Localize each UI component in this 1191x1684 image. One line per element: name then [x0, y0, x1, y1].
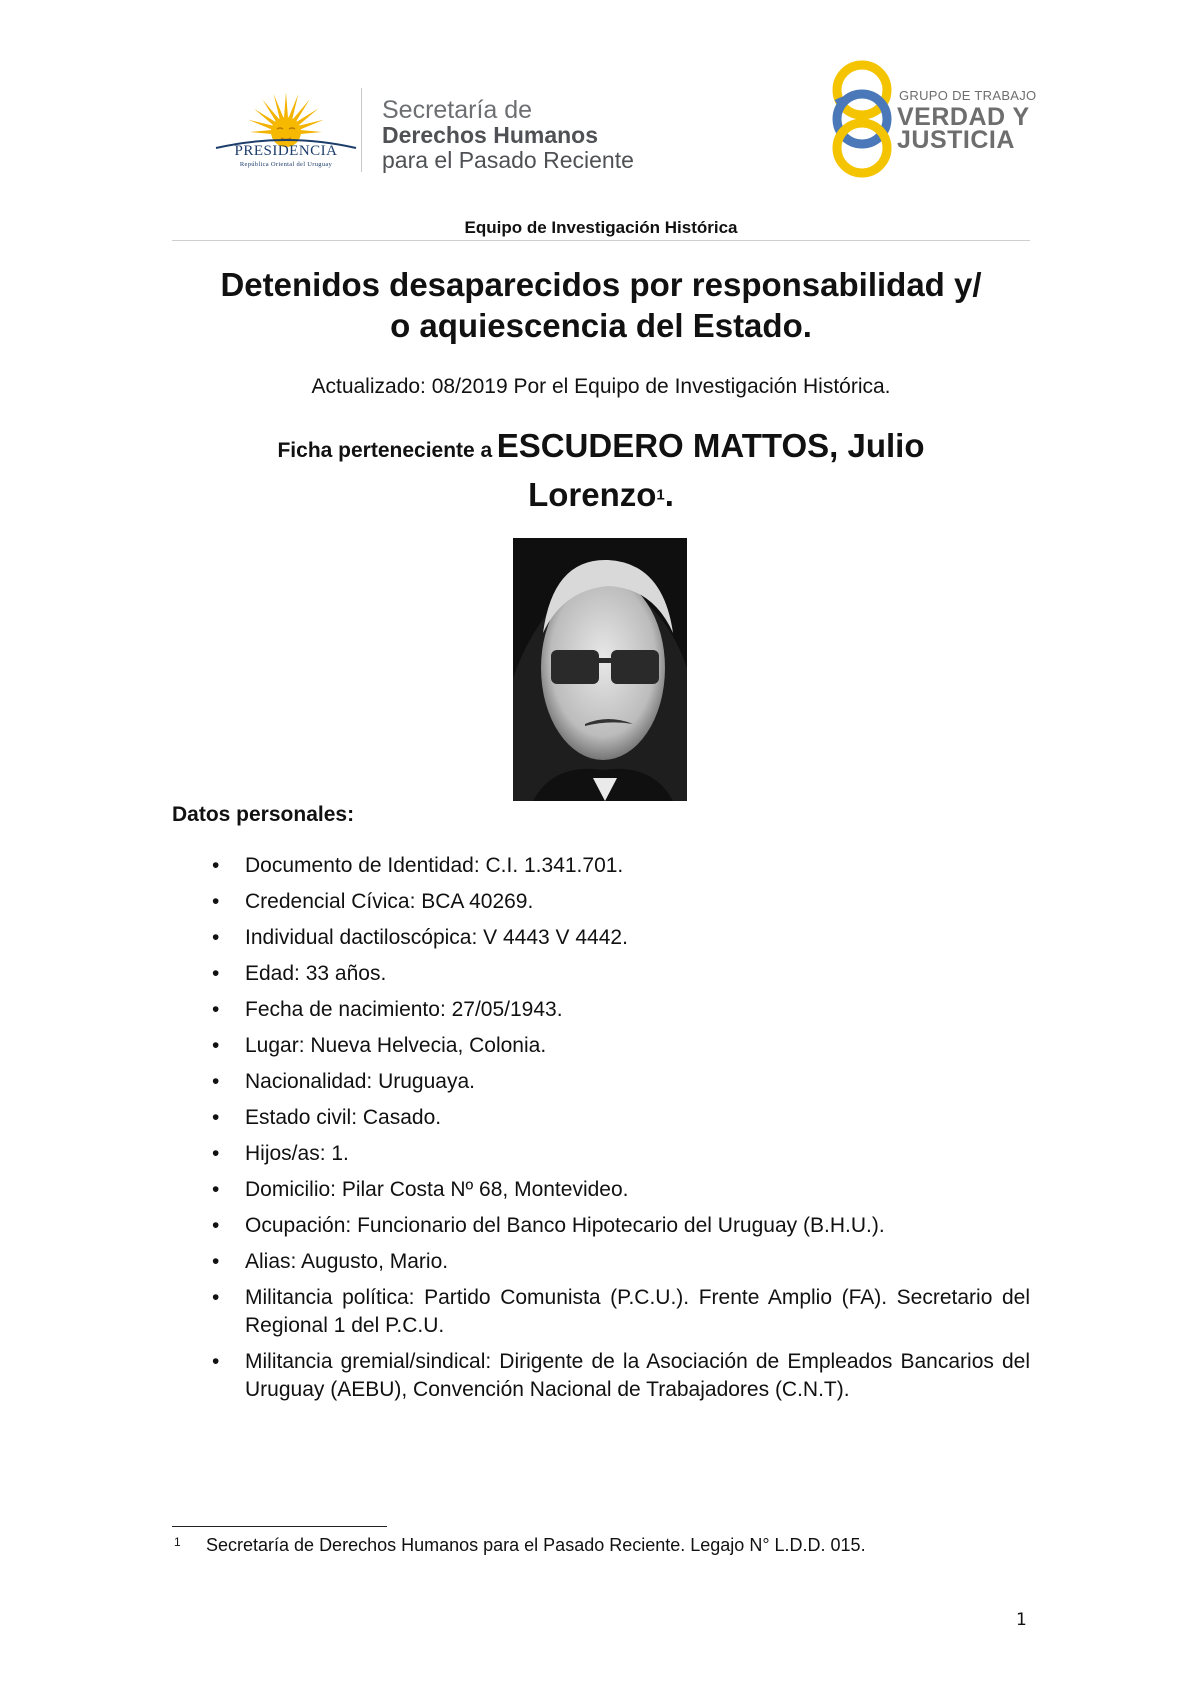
grupo-line-3: JUSTICIA: [897, 126, 1015, 154]
team-name: Equipo de Investigación Histórica: [464, 218, 738, 237]
page-number: 1: [1016, 1610, 1027, 1630]
bullet-icon: •: [212, 1178, 220, 1201]
bullet-icon: •: [212, 1034, 220, 1057]
secretaria-line-3: para el Pasado Reciente: [382, 147, 634, 173]
verdad-justicia-rings-logo: [826, 58, 898, 180]
title-line-1: Detenidos desaparecidos por responsabilidad y/: [220, 266, 982, 303]
ficha-name-line-1: ESCUDERO MATTOS, Julio: [496, 427, 925, 464]
list-item: [172, 1248, 1030, 1276]
grupo-line-2: VERDAD Y: [897, 103, 1030, 131]
bullet-icon: •: [212, 854, 220, 877]
list-item-text: Estado civil: Casado.: [245, 1106, 442, 1129]
list-item-text: Alias: Augusto, Mario.: [245, 1250, 449, 1273]
portrait-photo: [513, 538, 687, 801]
list-item-text: Militancia gremial/sindical: Dirigente de la Asociación de Empleados Bancarios del Uruguay (AEBU), Convención Nacional de Trabajadores (C.N.T).: [245, 1350, 1030, 1401]
datos-heading: Datos personales:: [172, 803, 355, 826]
footnote-text: Secretaría de Derechos Humanos para el Pasado Reciente. Legajo N° L.D.D. 015.: [206, 1535, 866, 1555]
ficha-heading: [172, 425, 1030, 523]
secretaria-line-1: Secretaría de: [382, 96, 533, 124]
list-item-text: Edad: 33 años.: [245, 962, 387, 985]
list-item: [172, 996, 1030, 1024]
datos-list: [172, 852, 1030, 1412]
bullet-icon: •: [212, 962, 220, 985]
bullet-icon: •: [212, 998, 220, 1021]
team-underline: [172, 240, 1030, 241]
presidencia-name: PRESIDENCIA: [234, 143, 338, 159]
list-item: [172, 1212, 1030, 1240]
list-item-text: Nacionalidad: Uruguaya.: [245, 1070, 475, 1093]
bullet-icon: •: [212, 1250, 220, 1273]
list-item-text: Lugar: Nueva Helvecia, Colonia.: [245, 1034, 547, 1057]
list-item-text: Militancia política: Partido Comunista (P.C.U.). Frente Amplio (FA). Secretario del Regional 1 del P.C.U.: [245, 1286, 1030, 1337]
footnote-mark: 1: [174, 1535, 181, 1549]
list-item: [172, 852, 1030, 880]
bullet-icon: •: [212, 1142, 220, 1165]
bullet-icon: •: [212, 1350, 220, 1373]
ficha-prefix: Ficha perteneciente a: [277, 439, 493, 462]
list-item-text: Domicilio: Pilar Costa Nº 68, Montevideo.: [245, 1178, 629, 1201]
grupo-line-1: GRUPO DE TRABAJO: [899, 88, 1037, 103]
bullet-icon: •: [212, 1214, 220, 1237]
presidencia-subtitle: República Oriental del Uruguay: [239, 161, 333, 168]
updated-line: Actualizado: 08/2019 Por el Equipo de Investigación Histórica.: [311, 375, 891, 398]
list-item: [172, 1032, 1030, 1060]
list-item-text: Hijos/as: 1.: [245, 1142, 349, 1165]
bullet-icon: •: [212, 926, 220, 949]
list-item-text: Documento de Identidad: C.I. 1.341.701.: [245, 854, 624, 877]
list-item: [172, 1068, 1030, 1096]
secretaria-line-2: Derechos Humanos: [382, 122, 599, 148]
bullet-icon: •: [212, 1106, 220, 1129]
footnote-reference[interactable]: 1: [656, 486, 665, 504]
list-item: [172, 1284, 1030, 1340]
header-divider: [361, 88, 362, 172]
list-item-text: Credencial Cívica: BCA 40269.: [245, 890, 534, 913]
list-item-text: Ocupación: Funcionario del Banco Hipotecario del Uruguay (B.H.U.).: [245, 1214, 885, 1237]
list-item: [172, 888, 1030, 916]
list-item: [172, 924, 1030, 952]
list-item: [172, 1140, 1030, 1168]
list-item: [172, 1176, 1030, 1204]
bullet-icon: •: [212, 890, 220, 913]
ficha-name-line-2: Lorenzo: [528, 476, 657, 513]
document-title: [172, 264, 1030, 346]
list-item-text: Individual dactiloscópica: V 4443 V 4442.: [245, 926, 628, 949]
list-item: [172, 1348, 1030, 1404]
list-item: [172, 960, 1030, 988]
list-item: [172, 1104, 1030, 1132]
bullet-icon: •: [212, 1070, 220, 1093]
bullet-icon: •: [212, 1286, 220, 1309]
ficha-end: .: [664, 476, 674, 513]
footnote-separator: [172, 1526, 387, 1527]
title-line-2: o aquiescencia del Estado.: [390, 307, 812, 344]
list-item-text: Fecha de nacimiento: 27/05/1943.: [245, 998, 563, 1021]
